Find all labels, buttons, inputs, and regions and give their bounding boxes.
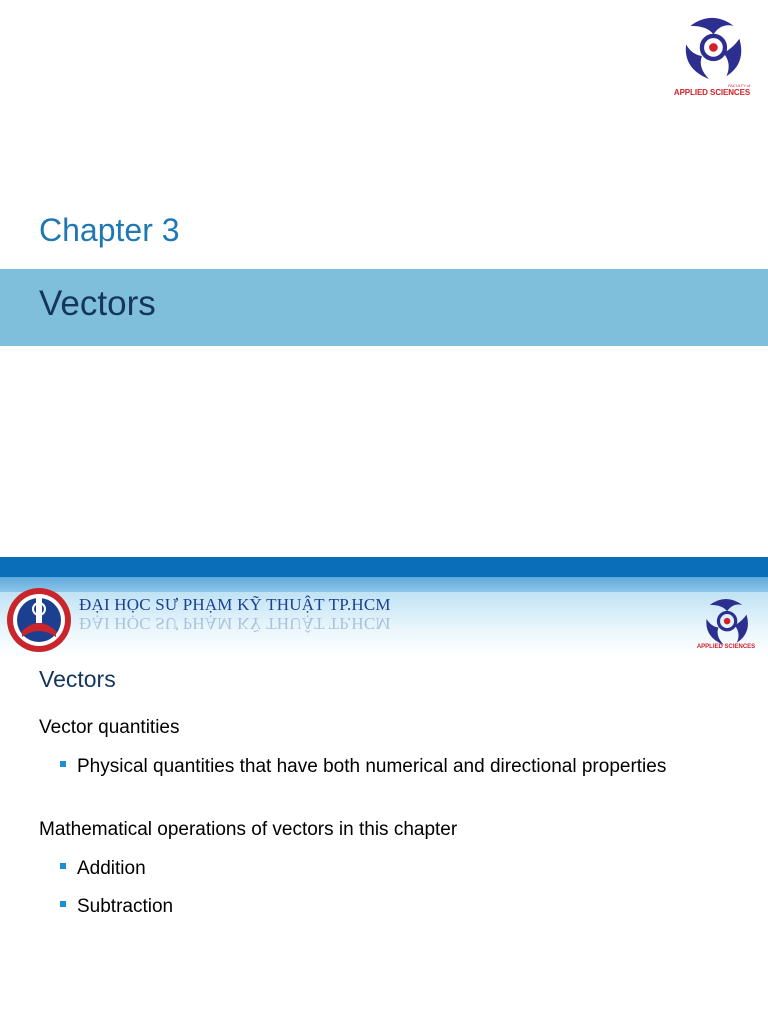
- header-band-light: [0, 577, 768, 592]
- tri-swirl-icon: [698, 593, 754, 647]
- header-band-dark: [0, 557, 768, 577]
- list-item: Addition: [77, 858, 146, 879]
- bullet-marker: [60, 863, 66, 869]
- chapter-label: Chapter 3: [39, 212, 180, 248]
- tri-swirl-icon: [676, 10, 748, 82]
- content-slide: [0, 557, 768, 1024]
- slide-title: Vectors: [39, 284, 156, 323]
- list-item: Vector quantities: [39, 717, 180, 738]
- faculty-caption-small: FACULTY of: [727, 83, 750, 88]
- faculty-logo: [668, 10, 756, 100]
- faculty-caption: APPLIED SCIENCES: [696, 644, 756, 650]
- bullet-marker: [60, 761, 66, 767]
- list-item: Physical quantities that have both numerical and directional properties: [77, 756, 667, 777]
- faculty-caption: APPLIED SCIENCES: [673, 88, 751, 97]
- slide-heading: Vectors: [39, 666, 116, 692]
- bullet-marker: [60, 901, 66, 907]
- list-item: Mathematical operations of vectors in this chapter: [39, 819, 458, 840]
- list-item: Subtraction: [77, 896, 174, 917]
- faculty-logo-small: [694, 593, 758, 657]
- university-name-reflection: ĐẠI HỌC SƯ PHẠM KỸ THUẬT TP.HCM: [79, 614, 391, 633]
- university-name: ĐẠI HỌC SƯ PHẠM KỸ THUẬT TP.HCM: [79, 595, 391, 614]
- university-emblem-icon: [4, 585, 74, 655]
